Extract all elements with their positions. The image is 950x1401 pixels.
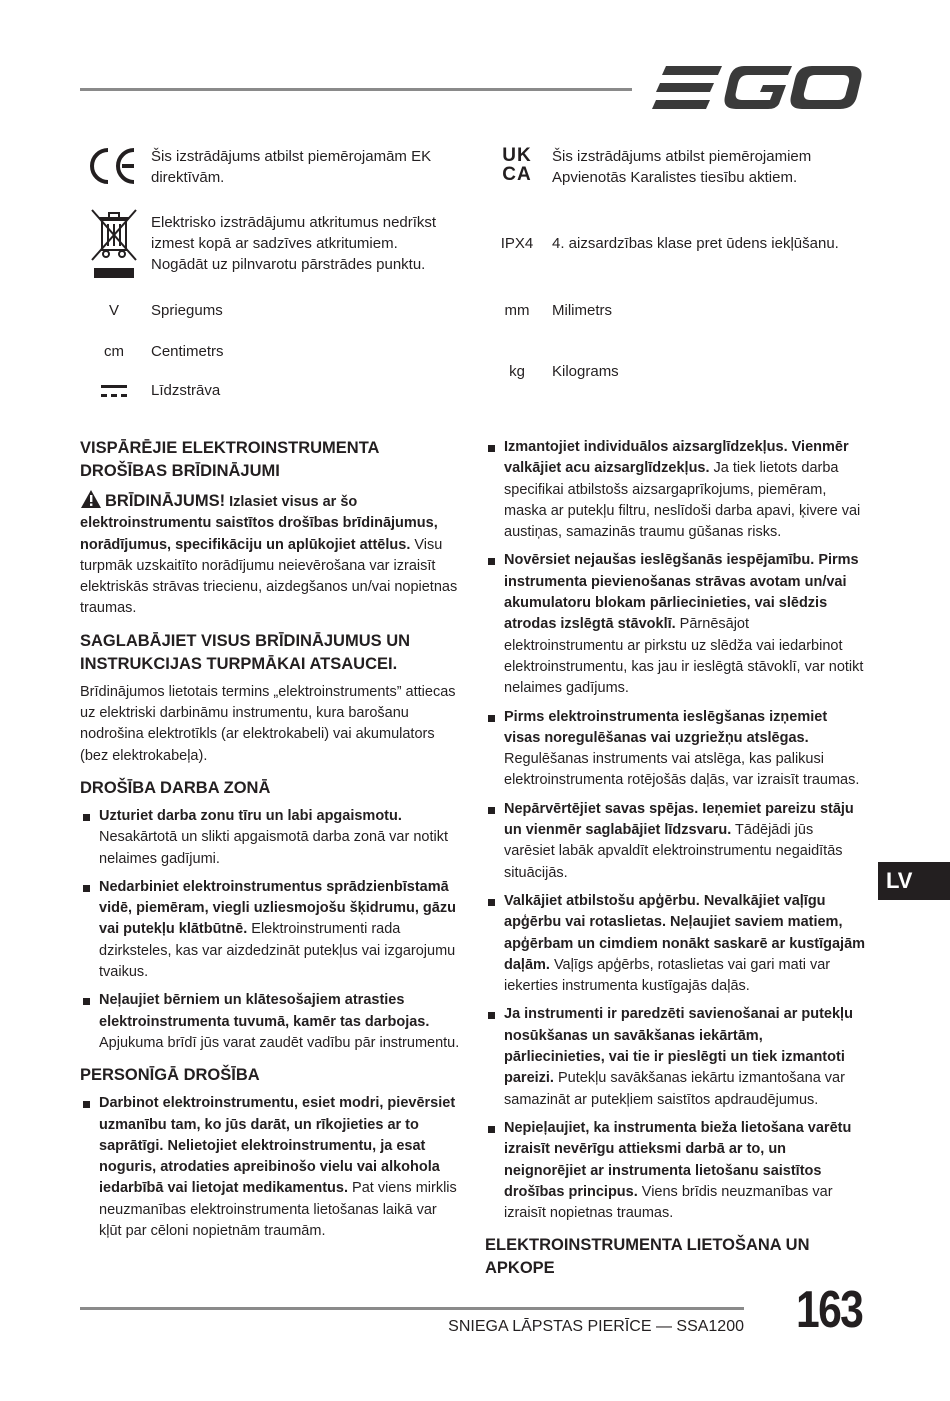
left-column: [80, 437, 460, 1252]
warning-triangle-icon: [80, 489, 102, 509]
heading-save-warnings: SAGLABĀJIET VISUS BRĪDINĀJUMUS UN INSTRUKCIJAS TURPMĀKAI ATSAUCEI.: [80, 631, 411, 673]
list-item: [485, 550, 867, 699]
footer-title: SNIEGA LĀPSTAS PIERĪCE — SSA1200: [448, 1318, 744, 1335]
weee-text: Elektrisko izstrādājumu atkritumus nedrīkst izmest kopā ar sadzīves atkritumiem. Nogādāt uz pilnvarotu pārstrādes punktu.: [151, 214, 437, 273]
list-item: [485, 891, 867, 997]
list-item: [485, 707, 867, 792]
list-item-bold: Valkājiet atbilstošu apģērbu. Nevalkājiet vaļīgu apģērbu vai rotaslietas. Neļaujiet saviem matiem, apģērbam un cimdiem nonākt saskarē ar kustīgajām daļām.: [504, 892, 866, 973]
ukca-mark-line1: UK: [502, 145, 532, 166]
list-item-bold: Darbinot elektroinstrumentu, esiet modri, pievērsiet uzmanību tam, ko jūs darāt, un rīkojieties ar to saprātīgi. Nelietojiet elektroinstrumentu, ja esat noguris, atrodaties apreibinošo vielu vai alkohola iedarbībā vai lietojat medikamentus.: [99, 1095, 456, 1197]
ipx4-text: 4. aizsardzības klase pret ūdens iekļūšanu.: [552, 235, 839, 252]
ce-text: Šis izstrādājums atbilst piemērojamām EK direktīvām.: [151, 148, 432, 186]
list-item-text: Vaļīgs apģērbs, rotaslietas vai gari mati var iekerties instrumenta kustīgajās daļās.: [504, 956, 831, 995]
list-item-text: Pat viens mirklis neuzmanības elektroinstrumenta lietošanas laikā var kļūt par cēloni nopietnām traumām.: [99, 1180, 457, 1240]
list-item-bold: Nepārvērtējiet savas spējas. Ieņemiet pareizu stāju un vienmēr saglabājiet līdzsvaru.: [504, 800, 854, 839]
mm-text: Milimetrs: [552, 302, 612, 319]
list-item-bold: Nedarbiniet elektroinstrumentus sprādzienbīstamā vidē, piemēram, viegli uzliesmojošu šķidrumu, gāzu vai putekļu klātbūtnē.: [99, 878, 456, 938]
list-item: [485, 799, 867, 884]
list-item: [485, 1004, 867, 1110]
warning-bold-text: Izlasiet visus ar šo elektroinstrumentu saistītos drošības brīdinājumus, norādījumus, specifikāciju un aplūkojiet attēlus.: [80, 494, 438, 553]
list-item: [80, 806, 460, 870]
list-item-text: Putekļu savākšanas iekārtu izmantošana var samazināt ar putekļiem saistītos apdraudējumus.: [504, 1070, 845, 1108]
list-item-text: Tādējādi jūs varēsiet labāk apvaldīt elektroinstrumentu negaidītās situācijās.: [504, 822, 843, 881]
warning-label-line: [80, 494, 225, 510]
personal-safety-list: [80, 1093, 460, 1242]
warning-text: Visu turpmāk uzskaitīto norādījumu neievērošana var izraisīt elektriskās strāvas triecienu, aizdegšanos un/vai nopietnas traumas.: [80, 536, 458, 617]
heading-general-warnings: VISPĀRĒJIE ELEKTROINSTRUMENTA DROŠĪBAS BRĪDINĀJUMI: [80, 439, 379, 480]
list-item-bold: Izmantojiet individuālos aizsarglīdzekļus. Vienmēr valkājiet acu aizsarglīdzekļus.: [504, 439, 849, 477]
list-item-bold: Ja instrumenti ir paredzēti savienošanai ar putekļu nosūkšanas un savākšanas iekārtām, pārliecinieties, vai tie ir pieslēgti un tiek izmantoti pareizi.: [504, 1006, 853, 1087]
ukca-mark-icon: [497, 146, 537, 184]
list-item-bold: Neļaujiet bērniem un klātesošajiem atrasties elektroinstrumenta tuvumā, kamēr tas darbojas.: [99, 992, 430, 1030]
volt-abbr: V: [108, 302, 119, 319]
heading-personal-safety: PERSONĪGĀ DROŠĪBA: [80, 1066, 260, 1085]
personal-safety-list-continued: [485, 437, 867, 1224]
list-item-text: Regulēšanas instruments vai atslēga, kas palikusi elektroinstrumenta rotējošās daļās, var izraisīt traumas.: [504, 751, 860, 789]
list-item: [80, 990, 460, 1054]
list-item-text: Nesakārtotā un slikti apgaismotā darba zonā var notikt nelaimes gadījumi.: [99, 829, 448, 867]
warning-paragraph: [80, 489, 460, 620]
term-definition: Brīdinājumos lietotais termins „elektroinstruments” attiecas uz elektriski darbināmu instrumentu, kura barošanu nodrošina elektrotīkls (ar elektrokabeli) vai akumulators (bez elektrokabeļa).: [80, 683, 456, 764]
work-area-list: [80, 806, 460, 1054]
list-item: [80, 877, 460, 983]
ukca-mark-line2: CA: [502, 164, 532, 185]
list-item-bold: Novērsiet nejaušas ieslēgšanās iespējamību. Pirms instrumenta pievienošanas strāvas avotam un/vai akumulatoru blokam pārliecinieties, vai slēdzis atrodas izslēgtā stāvoklī.: [504, 552, 859, 633]
header-rule: [80, 88, 632, 91]
list-item-text: Apjukuma brīdī jūs varat zaudēt vadību pār instrumentu.: [99, 1034, 460, 1051]
list-item-text: Viens brīdis neuzmanības var izraisīt nopietnas traumas.: [504, 1183, 833, 1222]
language-tab: LV: [878, 862, 950, 900]
kg-text: Kilograms: [552, 363, 619, 380]
heading-work-area-safety: DROŠĪBA DARBA ZONĀ: [80, 778, 271, 797]
list-item-text: Pārnēsājot elektroinstrumentu ar pirkstu uz slēdža vai iedarbinot elektroinstrumentu, kas jau ir ieslēgtā stāvoklī, var notikt nelaimes gadījums.: [504, 616, 864, 697]
list-item: [80, 1093, 460, 1242]
heading-tool-use-and-care: ELEKTROINSTRUMENTA LIETOŠANA UN APKOPE: [485, 1236, 810, 1278]
right-column: [485, 437, 867, 1286]
dc-text: Līdzstrāva: [151, 382, 221, 399]
crossed-bin-icon: [88, 206, 140, 280]
list-item-text: Elektroinstrumenti rada dzirksteles, kas var aizdedzināt putekļus vai izgarojumu tvaikus.: [99, 921, 456, 981]
ego-logo: [652, 64, 862, 112]
warning-label: BRĪDINĀJUMS!: [105, 492, 226, 510]
ukca-text: Šis izstrādājums atbilst piemērojamiem Apvienotās Karalistes tiesību aktiem.: [552, 148, 812, 186]
footer-rule: [80, 1307, 744, 1310]
volt-text: Spriegums: [151, 302, 223, 319]
list-item-bold: Pirms elektroinstrumenta ieslēgšanas izņemiet visas noregulēšanas vai uzgriežņu atslēgas.: [504, 708, 828, 746]
page-number: 163: [796, 1281, 863, 1339]
ipx4-abbr: IPX4: [500, 235, 534, 252]
list-item: [485, 1118, 867, 1224]
cm-text: Centimetrs: [151, 343, 224, 360]
list-item-bold: Nepieļaujiet, ka instrumenta bieža lietošana varētu izraisīt nevērīgu attieksmi darbā ar to, un neignorējiet ar instrumenta lietošanu saistītos drošības principus.: [504, 1119, 852, 1200]
mm-abbr: mm: [504, 302, 530, 319]
kg-abbr: kg: [509, 363, 525, 380]
direct-current-icon: [101, 383, 129, 399]
cm-abbr: cm: [104, 343, 124, 360]
list-item-text: Ja tiek lietots darba specifikai atbilstošs aizsargaprīkojums, piemēram, maska ar putekļu filtru, neslīdoši darba apavi, ķivere vai austiņas, samazinās traumu gūšanas risks.: [504, 460, 861, 541]
list-item: [485, 437, 867, 543]
list-item-bold: Uzturiet darba zonu tīru un labi apgaismotu.: [99, 807, 402, 824]
ce-mark-icon: [86, 146, 138, 186]
